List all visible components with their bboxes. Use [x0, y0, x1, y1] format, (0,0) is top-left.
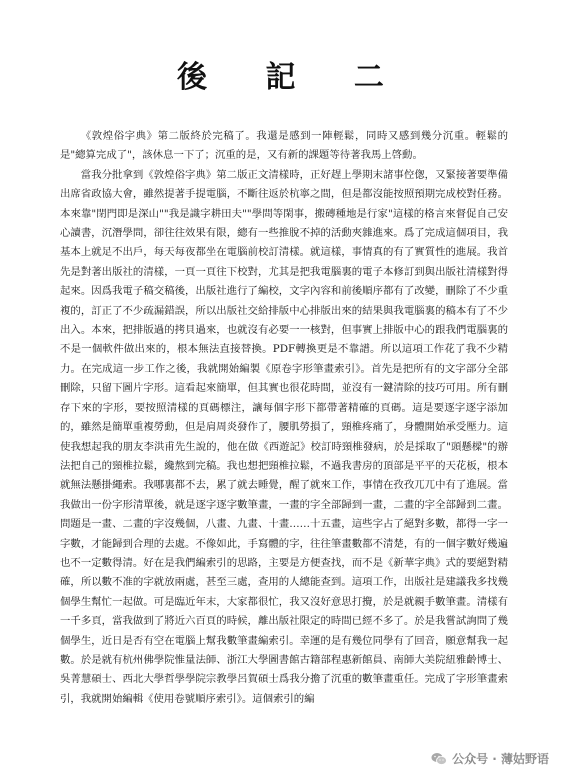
wechat-icon [431, 752, 447, 766]
paragraph: 當我分批拿到《敦煌俗字典》第二版正文清樣時，正好趕上學期末諸事倥偬，又緊接著要準備出席省政協大會，雖然提著手提電腦，不斷往返於杭寧之間，但是都沒能按照預期完成校對任務。本來靠"閉門即是深山""我是識字耕田夫""學問等閑事，搬磚種地是行家"這樣的格言來督促自己安心讀書，沉潛學問，卻往往效果有限，總有一些推脫不掉的活動夾雜進來。爲了完成這個項目，我基本上就足不出戶，每天每夜都坐在電腦前校訂清樣。就這樣，事情真的有了實質性的進展。我首先是對著出版社的清樣，一頁一頁往下校對，尤其是把我電腦裏的電子本修訂到與出版社清樣對得起來。因爲我電子稿交稿後，出版社進行了編校，文字內容和前後順序都有了改變，刪除了不少重複的，訂正了不少疏漏錯誤，所以出版社交給排版中心排版出來的結果與我電腦裏的稿本有了不少出入。本來，把排版過的拷貝過來，也就沒有必要一一核對，但事實上排版中心的跟我們電腦裏的不是一個軟件做出來的，根本無法直接替換。PDF轉換更是不靠譜。所以這項工作花了我不少精力。在完成這一步工作之後，我就開始編製《原卷字形筆畫索引》。首先是把所有的文字部分全部刪除，只留下圖片字形。這看起來簡單，但其實也很花時間，並沒有一鍵清除的技巧可用。所有刪存下來的字形，要按照清樣的頁碼標注，讓每個字形下都帶著精確的頁碼。這是要逐字逐字添加的，雖然是簡單重複勞動，但是肩周炎發作了，腰肌勞損了，頸椎疼痛了，身體開始承受壓力。這使我想起我的朋友李洪甫先生說的，他在做《西遊記》校訂時頸椎發病，於是採取了"頭懸樑"的辦法把自己的頸椎拉鬆，纔熬到完稿。我也想把頸椎拉鬆，不過我書房的頂部是平平的天花板，根本就無法懸掛繩索。我哪裏都不去，累了就去睡覺，醒了就來工作，事情在孜孜兀兀中有了進展。當我做出一份字形清單後，就是逐字逐字數筆畫，一畫的字全部歸到一畫，二畫的字全部歸到二畫。問題是一畫、二畫的字沒幾個，八畫、九畫、十畫……十五畫，這些字占了絕對多數，都得一字一字數，才能歸到合理的去處。不像如此，手寫體的字，往往筆畫數都不清楚，有的一個字數好幾遍也不一定數得清。好在是我們編索引的思路，主要是方便查找，而不是《新華字典》式的要絕對精確，所以數不准的字就放兩處，甚至三處，查用的人總能查到。這項工作，出版社是建議我多找幾個學生幫忙一起做。可是臨近年末，大家都很忙，我又沒好意思打攪，於是就親手數筆畫。清樣有一千多頁，當我做到了將近六百頁的時候，離出版社限定的時間已經不多了。於是我嘗試詢問了幾個學生，近日是否有空在電腦上幫我數筆畫編索引。幸運的是有幾位同學有了回音，願意幫我一起數。於是就有杭州佛學院惟量法師、浙江大學圖書館古籍部程惠新館員、南師大美院紐雅齡博士、吳菁慧碩士、西北大學哲學學院宗教學呂賀碩士爲我分擔了沉重的數筆畫重任。完成了字形筆畫索引，我就開始編輯《使用卷號順序索引》。這個索引的編 [60, 168, 508, 705]
paragraph: 《敦煌俗字典》第二版終於完稿了。我還是感到一陣輕鬆，同時又感到幾分沉重。輕鬆的是"總算完成了"，該休息一下了；沉重的是，又有新的課題等待著我馬上啓動。 [60, 130, 508, 162]
watermark [431, 750, 549, 767]
page-title: 後 記 二 [177, 60, 408, 95]
watermark-label: 公众号 · 薄姑野语 [452, 752, 549, 766]
body-text [60, 127, 508, 709]
